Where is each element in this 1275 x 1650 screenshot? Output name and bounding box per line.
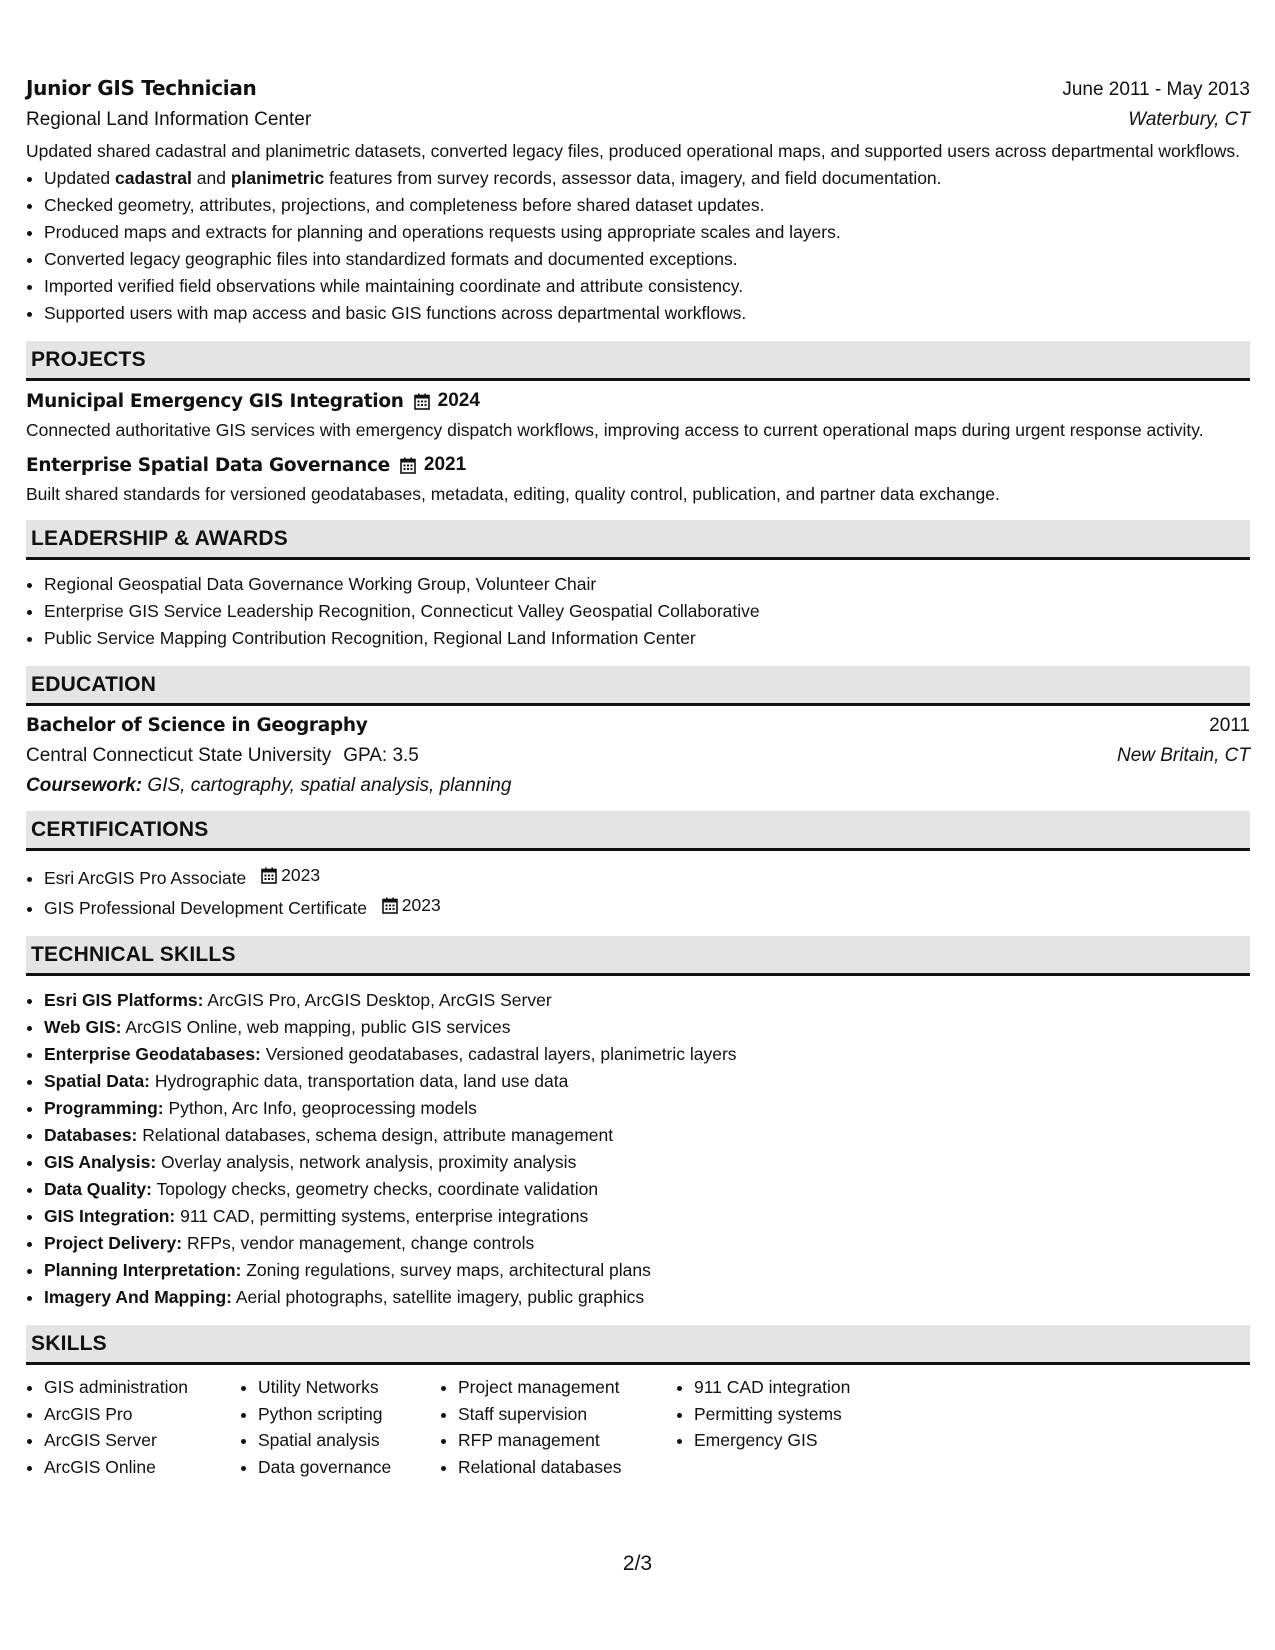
education-gpa: GPA: 3.5: [343, 745, 419, 766]
list-item: • Esri GIS Platforms: ArcGIS Pro, ArcGIS Desktop, ArcGIS Server: [44, 987, 1250, 1014]
list-item: • Data Quality: Topology checks, geometry checks, coordinate validation: [44, 1176, 1250, 1203]
education-location: New Britain, CT: [1116, 745, 1250, 766]
job-summary: Updated shared cadastral and planimetric datasets, converted legacy files, produced operational maps, and supported users across departmental workflows.: [26, 141, 1241, 161]
section-heading: SKILLS: [26, 1325, 1250, 1365]
skills-column: [240, 1374, 440, 1480]
calendar-icon: [400, 457, 416, 474]
job-dates: June 2011 - May 2013: [1062, 79, 1250, 100]
section-heading: EDUCATION: [26, 666, 1250, 706]
list-item: • Planning Interpretation: Zoning regulations, survey maps, architectural plans: [44, 1257, 1250, 1284]
list-item: • Enterprise Geodatabases: Versioned geodatabases, cadastral layers, planimetric layers: [44, 1041, 1250, 1068]
education-school: Central Connecticut State University: [26, 745, 332, 766]
job-location: Waterbury, CT: [1128, 109, 1250, 130]
certification-name: GIS Professional Development Certificate: [44, 898, 367, 918]
list-item: • Project management: [458, 1374, 676, 1401]
leadership-list: [26, 571, 1250, 652]
skills-column: [440, 1374, 676, 1480]
project-year: 2024: [437, 390, 480, 411]
list-item: [44, 892, 1250, 922]
list-item: • Imagery And Mapping: Aerial photographs, satellite imagery, public graphics: [44, 1284, 1250, 1311]
education-degree: Bachelor of Science in Geography: [26, 715, 368, 736]
list-item: • Spatial Data: Hydrographic data, transportation data, land use data: [44, 1068, 1250, 1095]
project-description: Built shared standards for versioned geodatabases, metadata, editing, quality control, publication, and partner data exchange.: [26, 484, 1000, 504]
leadership-section: [26, 520, 1250, 652]
list-item: • Public Service Mapping Contribution Recognition, Regional Land Information Center: [44, 625, 1250, 652]
list-item: • Enterprise GIS Service Leadership Recognition, Connecticut Valley Geospatial Collaborative: [44, 598, 1250, 625]
list-item: • Project Delivery: RFPs, vendor management, change controls: [44, 1230, 1250, 1257]
job-bullet: • Produced maps and extracts for planning and operations requests using appropriate scales and layers.: [44, 219, 1250, 246]
job-title: Junior GIS Technician: [26, 76, 257, 100]
section-heading: TECHNICAL SKILLS: [26, 936, 1250, 976]
education-section: [26, 666, 1250, 797]
job-bullet: • Supported users with map access and basic GIS functions across departmental workflows.: [44, 300, 1250, 327]
calendar-icon: [261, 867, 277, 884]
certification-name: Esri ArcGIS Pro Associate: [44, 868, 247, 888]
education-year: 2011: [1209, 715, 1250, 736]
certification-year: 2023: [281, 865, 321, 885]
list-item: • ArcGIS Pro: [44, 1401, 240, 1428]
page-number: 2/3: [622, 1552, 653, 1575]
job-entry: [26, 76, 1250, 327]
job-bullet: • Imported verified field observations while maintaining coordinate and attribute consistency.: [44, 273, 1250, 300]
list-item: • ArcGIS Online: [44, 1454, 240, 1481]
project-description: Connected authoritative GIS services with emergency dispatch workflows, improving access to current operational maps during urgent response activity.: [26, 420, 1204, 440]
list-item: • 911 CAD integration: [694, 1374, 850, 1401]
list-item: • Python scripting: [258, 1401, 440, 1428]
list-item: • Programming: Python, Arc Info, geoprocessing models: [44, 1095, 1250, 1122]
list-item: • RFP management: [458, 1427, 676, 1454]
list-item: • Permitting systems: [694, 1401, 850, 1428]
section-heading: PROJECTS: [26, 341, 1250, 381]
list-item: • ArcGIS Server: [44, 1427, 240, 1454]
list-item: • Databases: Relational databases, schema design, attribute management: [44, 1122, 1250, 1149]
project-entry: [26, 390, 1250, 442]
job-bullet: • Converted legacy geographic files into standardized formats and documented exceptions.: [44, 246, 1250, 273]
job-bullet: • Checked geometry, attributes, projections, and completeness before shared dataset updates.: [44, 192, 1250, 219]
certifications-list: [26, 862, 1250, 922]
project-title: Enterprise Spatial Data Governance: [26, 454, 390, 476]
list-item: • GIS Analysis: Overlay analysis, network analysis, proximity analysis: [44, 1149, 1250, 1176]
list-item: • Relational databases: [458, 1454, 676, 1481]
list-item: • Utility Networks: [258, 1374, 440, 1401]
section-heading: CERTIFICATIONS: [26, 811, 1250, 851]
skills-columns: [26, 1374, 1250, 1480]
projects-section: [26, 341, 1250, 506]
technical-skills-section: [26, 936, 1250, 1311]
list-item: • Spatial analysis: [258, 1427, 440, 1454]
list-item: • Emergency GIS: [694, 1427, 850, 1454]
job-bullet-list: [26, 165, 1250, 327]
certifications-section: [26, 811, 1250, 922]
skills-section: [26, 1325, 1250, 1480]
skills-column: [676, 1374, 850, 1480]
list-item: • GIS administration: [44, 1374, 240, 1401]
calendar-icon: [382, 897, 398, 914]
list-item: • GIS Integration: 911 CAD, permitting systems, enterprise integrations: [44, 1203, 1250, 1230]
resume-page: [26, 76, 1250, 1480]
list-item: • Staff supervision: [458, 1401, 676, 1428]
technical-skills-list: [26, 987, 1250, 1311]
calendar-icon: [414, 393, 430, 410]
job-bullet: • Updated cadastral and planimetric features from survey records, assessor data, imagery, and field documentation.: [44, 165, 1250, 192]
list-item: • Data governance: [258, 1454, 440, 1481]
skills-column: [26, 1374, 240, 1480]
list-item: • Regional Geospatial Data Governance Working Group, Volunteer Chair: [44, 571, 1250, 598]
project-title: Municipal Emergency GIS Integration: [26, 390, 404, 412]
project-entry: [26, 454, 1250, 506]
certification-year: 2023: [401, 895, 441, 915]
education-coursework: Coursework: GIS, cartography, spatial analysis, planning: [26, 775, 512, 796]
project-year: 2021: [423, 454, 467, 475]
list-item: • Web GIS: ArcGIS Online, web mapping, public GIS services: [44, 1014, 1250, 1041]
section-heading: LEADERSHIP & AWARDS: [26, 520, 1250, 560]
job-organization: Regional Land Information Center: [26, 109, 312, 130]
list-item: [44, 862, 1250, 892]
